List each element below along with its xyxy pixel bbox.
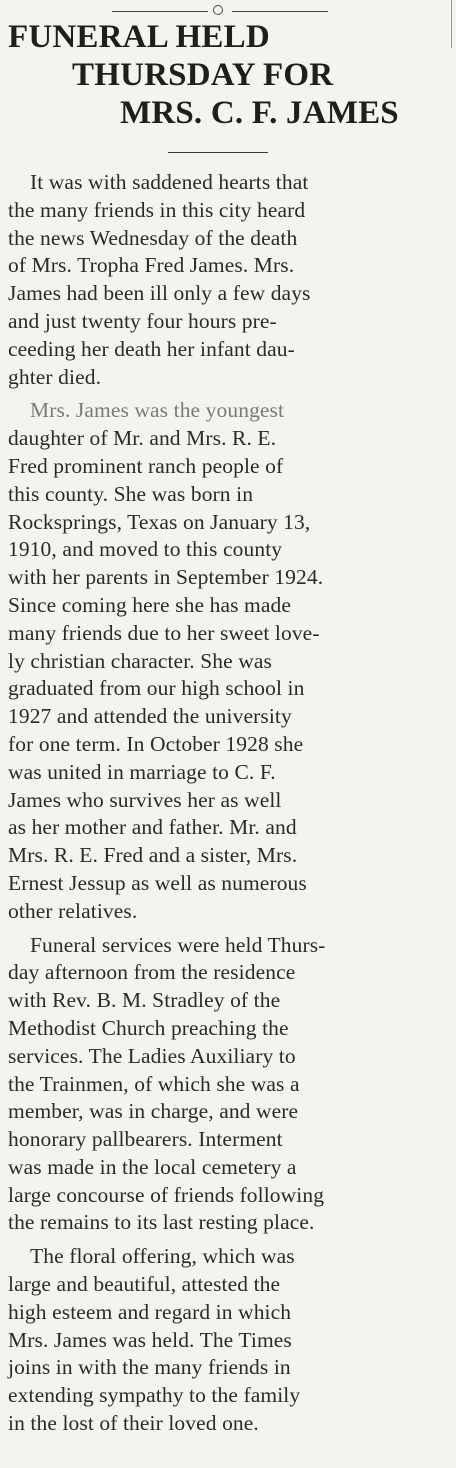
top-ornament-rule (0, 4, 456, 18)
paragraph-floral-tribute (8, 1243, 454, 1438)
text-line: graduated from our high school in (8, 676, 305, 701)
text-line: with Rev. B. M. Stradley of the (8, 988, 281, 1013)
text-line: ceeding her death her infant dau- (8, 336, 295, 361)
text-line: for one term. In October 1928 she (8, 731, 304, 756)
headline-line-1: FUNERAL HELD (8, 19, 270, 55)
text-line: and just twenty four hours pre- (8, 308, 277, 333)
text-line: ly christian character. She was (8, 648, 272, 673)
text-line: ghter died. (8, 364, 102, 389)
text-line: day afternoon from the residence (8, 960, 296, 985)
text-line: daughter of Mr. and Mrs. R. E. (8, 426, 277, 451)
text-line: Fred prominent ranch people of (8, 453, 284, 478)
headline (0, 18, 456, 132)
text-line: honorary pallbearers. Interment (8, 1127, 283, 1152)
text-line: in the lost of their loved one. (8, 1411, 259, 1436)
text-line: Funeral services were held Thurs- (30, 932, 326, 957)
headline-line-3: MRS. C. F. JAMES (120, 95, 399, 131)
text-line: was united in marriage to C. F. (8, 759, 276, 784)
headline-divider (168, 152, 268, 153)
text-line: Methodist Church preaching the (8, 1015, 289, 1040)
paragraph-death-news (8, 169, 454, 391)
text-line: the many friends in this city heard (8, 197, 306, 222)
text-line: with her parents in September 1924. (8, 565, 324, 590)
ornament-circle-icon (213, 5, 223, 15)
text-line: 1910, and moved to this county (8, 537, 283, 562)
text-line: Since coming here she has made (8, 592, 292, 617)
text-line: services. The Ladies Auxiliary to (8, 1043, 296, 1068)
text-line: as her mother and father. Mr. and (8, 815, 297, 840)
text-line: Mrs. James was held. The Times (8, 1327, 292, 1352)
text-line: Rocksprings, Texas on January 13, (8, 509, 311, 534)
text-line: was made in the local cemetery a (8, 1154, 297, 1179)
text-line: 1927 and attended the university (8, 704, 292, 729)
text-line: other relatives. (8, 898, 138, 923)
text-line: the remains to its last resting place. (8, 1210, 315, 1235)
paragraph-funeral-services (8, 932, 454, 1238)
text-line: member, was in charge, and were (8, 1099, 299, 1124)
text-line: the Trainmen, of which she was a (8, 1071, 300, 1096)
text-line: large and beautiful, attested the (8, 1272, 281, 1297)
text-line: Ernest Jessup as well as numerous (8, 870, 307, 895)
text-line: James had been ill only a few days (8, 281, 311, 306)
paragraph-biography (8, 397, 454, 925)
text-line: Mrs. James was the youngest (30, 398, 285, 423)
headline-line-2: THURSDAY FOR (72, 57, 334, 93)
text-line: many friends due to her sweet love- (8, 620, 320, 645)
text-line: high esteem and regard in which (8, 1299, 292, 1324)
text-line: the news Wednesday of the death (8, 225, 298, 250)
article-body (0, 169, 456, 1438)
text-line: of Mrs. Tropha Fred James. Mrs. (8, 253, 295, 278)
text-line: Mrs. R. E. Fred and a sister, Mrs. (8, 843, 298, 868)
text-line: James who survives her as well (8, 787, 282, 812)
text-line: The floral offering, which was (30, 1244, 295, 1269)
ornament-line-left (112, 11, 208, 12)
text-line: extending sympathy to the family (8, 1383, 301, 1408)
text-line: this county. She was born in (8, 481, 254, 506)
text-line: It was with saddened hearts that (30, 170, 309, 194)
text-line: large concourse of friends following (8, 1182, 325, 1207)
text-line: joins in with the many friends in (8, 1355, 291, 1380)
ornament-line-right (232, 11, 328, 12)
